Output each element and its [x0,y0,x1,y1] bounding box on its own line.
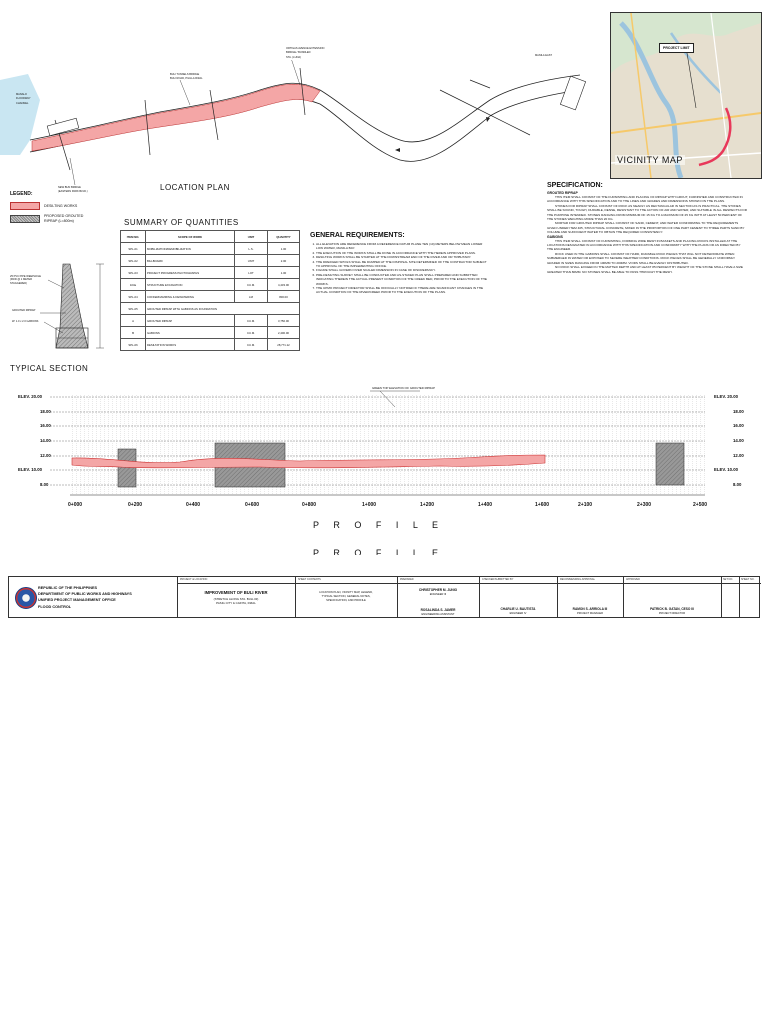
sheet-no-label: SHEET NO. [741,578,755,581]
station-label: 1+200 [420,502,435,508]
table-row: SPL-02 BILLBOARD UNIT 2.00 [121,255,300,267]
agency-block [38,585,132,610]
title-block [8,576,760,618]
profile-annotation: GREEN TOP ELEVATION OF GROUTED RIPRAP [372,386,435,390]
station-label: 0+000 [68,502,83,508]
spec-paragraph: NO ROCK SHALL EXCEED IN THE MATTED DEPTH AND AT LEAST 85 PERCENT BY WEIGHT OF THE STONE SHALL HAVE A SIZE GREATER THAN 80MM. NO STONES SHALL BE ABLE TO PASS THROUGH THE MESH. [547,265,743,274]
table-row: SPL-05 GROUTED RIPRAP WITH GABIONS AS FOUNDATION [121,303,300,315]
prepared-name-1: CHRISTOPHER M. JUNIO [418,588,458,592]
vicinity-map-title: VICINITY MAP [617,155,683,165]
elev-left-1: 18.00 [40,409,51,414]
legend [10,192,120,223]
typical-section-title: TYPICAL SECTION [10,364,89,373]
spec-paragraph: ROCK USED IN THE GABIONS SHALL CONSIST OF HARD, DURABLE ROCK PIECES THAT WILL NOT DETERIORATE WHEN SUBMERGED IN WATER OR EXPOSED TO SEVERE WEATHER CONDITIONS. ROCK PIECES SHALL BE GENERALLY UNIFORMLY GRADED IN SIZES RANGING FROM 100MM TO 200MM. VOIDS SHALL BE EVENLY DISTRIBUTED. [547,251,736,265]
table-row: B GABIONS CU.M. 2,400.00 [121,327,300,339]
table-row: SPL-06 DESILTATION WORKS CU.M. 28,771.12 [121,339,300,351]
project-location: (STRETCH ALONG STA. BULI-03) PASIG CITY & CAINTA, RIZAL [213,597,259,605]
recommending-label: RECOMMENDING APPROVAL [560,578,595,581]
profile-title: P R O F I L E [313,520,445,530]
profile-drawing [0,385,768,520]
location-plan [0,47,600,195]
station-label: 0+600 [245,502,260,508]
profile-title-ghost: P R O F I L E [313,548,445,555]
specification-title: SPECIFICATION: [547,182,603,189]
spec-paragraph: THIS ITEM SHALL CONSIST OF FURNISHING, FORMING WIRE MESH IN BASKETS AND PLACING ROCKS INSTALLED AT THE LOCATIONS DESIGNATED IN ACCORDANCE WITH THIS SPECIFICATION AND CONFORMITY WITH THE PLANS OR AS DIRECTED BY THE ENGINEER. [547,238,741,252]
summary-header-item: ITEM NO. [121,231,146,243]
list-item: 7. THE UPMO PROJECT DIRECTOR SHALL BE OFFICIALLY NOTIFIED IF THERE ARE SIGNIFICANT CHANGES IN THE ACTUAL CONDITION OF THE RIVER/CREEK PRIOR TO THE EXECUTION OF THE PLANS. [316,286,490,295]
elev-left-5: ELEV. 10.00 [18,467,42,472]
agency-line-4: FLOOD CONTROL [38,604,72,609]
callout-manalo: MANALO FLOODWAY CHANNEL [16,93,31,105]
legend-item-riprap [10,214,120,223]
recommending-title: PROJECT MANAGER [577,612,603,615]
summary-header-row [121,231,300,243]
summary-header-quantity: QUANTITY [268,231,300,243]
general-requirements-title: GENERAL REQUIREMENTS: [310,232,405,239]
elev-right-4: 12.00 [733,453,744,458]
elev-left-6: 8.00 [40,482,49,487]
typical-note-weephole: 25 PVC PIPE WEEPHOLE (PAID @ 1 METER STAGGERED) [10,275,41,285]
legend-item-desilting [10,202,120,210]
elev-left-2: 16.00 [40,423,51,428]
legend-title: LEGEND: [10,191,33,197]
typical-note-riprap: GROUTED RIPRAP [12,309,36,312]
station-label: 0+400 [186,502,201,508]
approved-label: APPROVED [626,578,640,581]
vicinity-map-drawing [611,13,761,178]
prepared-label: PREPARED [400,578,414,581]
station-label: 1+000 [362,502,377,508]
checked-name: CHARLIE U. BAUTISTA [500,607,536,611]
elev-left-3: 14.00 [40,438,51,443]
elev-right-6: 8.00 [733,482,742,487]
spec-heading-gabions: GABIONS [547,234,563,239]
agency-line-3: UNIFIED PROJECT MANAGEMENT OFFICE [38,598,116,603]
sheet-contents: LOCATION PLAN, VICINITY MAP, LEGEND, TYPICAL SECTION, GENERAL NOTES, SPECIFICATION, AND PROFILE [319,591,373,602]
typical-section [8,258,118,358]
location-plan-drawing [0,60,600,195]
summary-table [120,230,300,351]
sheet-contents-label: SHEET CONTENTS [298,578,321,581]
callout-new-bridge: NEW BUN BRIDGE (EASTERN PARK BLVD.) [58,186,88,194]
legend-swatch-riprap [10,215,40,223]
specification [547,182,747,274]
recommending-name: RAMON S. ARRIOLA III [572,607,608,611]
spec-paragraph: MORTAR FOR GROUTED RIPRAP SHALL CONSIST OF SAND, CEMENT, AND WATER CONFORMING TO THE REQUIREMENTS GIVEN UNDER ITEM 405, STRUCTURAL CONCRETE, MIXED IN THE PROPORTION OF ONE PART CEMENT TO THREE PARTS SAND BY VOLUME AND SUFFICIENT WATER TO OBTAIN THE REQUIRED CONSISTENCY. [547,221,745,235]
prepared-title-1: ENGINEER III [429,593,447,596]
summary-title: SUMMARY OF QUANTITIES [124,218,239,227]
location-plan-title: LOCATION PLAN [160,183,230,192]
project-name: IMPROVEMENT OF BULI RIVER [204,590,268,595]
elev-right-3: 14.00 [733,438,744,443]
prepared-title-2: ENGINEERING ASSISTANT [421,613,455,616]
list-item: 6. PRE-DESILTING SURVEY SHALL BE CONDUCTED AND AS-STAKED PLAN SHALL PREPARED AND SUBMITTED INDICATING THEREIN THE ACTUAL PRESENT CONDITION OF THE CREEK BED, PRIOR TO THE EXECUTION OF THE WORKS. [316,273,490,286]
list-item: 1. ALL ELEVATION ARE REFERENCE FROM A REFERENCE DATUM PLANE TEN (10) METERS BELOW MEAN LOWER LOW WATER, MANILA BAY. [316,242,490,251]
checked-title: ENGINEER IV [509,612,527,615]
station-label: 2+500 [693,502,708,508]
spec-paragraph: THIS ITEM SHALL CONSIST OF THE FURNISHING AND PLACING OF RIPRAP WITH GROUT, FURNISHED AND CONSTRUCTED IN ACCORDANCE WITH THIS SPECIFICATION AND TO THE LINES AND GRADES AND DIMENSIONS SHOWN ON THE PLANS. [547,195,743,204]
summary-header-scope: SCOPE OF WORK [146,231,235,243]
spec-paragraph: STONES FOR RIPRAP SHALL CONSIST OF ROCK AS NEARLY AS RECTANGULAR IN SECTION AS IS PRACTICAL. THE STONES SHALL BE SOUND, TOUGH, DURABLE, DENSE, RESISTANT TO THE ACTION OF AIR AND WATER, AND SUITABLE IN ALL RESPECTS FOR THE PURPOSE INTENDED. STONES RANGING FROM MINIMUM OF 15 KG TO A MAXIMUM OF 25 KG WITH AT LEAST 50 PERCENT OF THE STONES WEIGHING MORE THAN 20 KG. [547,203,747,222]
station-label: 0+800 [302,502,317,508]
callout-buli-bridge: BULI TUNNELS BRIDGE BULI ROAD, PILILLA RIZAL [170,73,203,81]
typical-note-gabions-size: W: 1.0 x 2.0 GABIONS [12,320,39,323]
station-label: 2+300 [637,502,652,508]
table-row: A GROUTED RIPRAP CU.M. 3,750.00 [121,315,300,327]
table-row: SPL-03 PROJECT PROGRESS PHOTOGRAPHS LOT 1.00 [121,267,300,279]
elev-right-1: 18.00 [733,409,744,414]
list-item: 2. THE EXECUTION OF THE WORKS SHALL BE DONE IN ACCORDANCE WITH THE HEREIN APPROVED PLANS. [316,251,490,255]
table-row: SPL-04 COFFERDAMMING & DEWATERING LM 800.00 [121,291,300,303]
legend-label-desilting: DESILTING WORKS [44,204,78,209]
list-item: 4. THE DREDGED SPOILS SHALL BE DUMPED AT THE DISPOSAL SITE DETERMINED OF THE CONTRACTOR SUBJECT TO APPROVAL OF THE IMPLEMENTING OFFICE. [316,260,490,269]
profile [0,385,768,520]
approved-name: PATRICK B. GATAN, CESO III [650,607,694,611]
station-label: 1+400 [478,502,493,508]
dpwh-seal-icon [15,587,37,609]
elev-right-5: ELEV. 10.00 [714,467,738,472]
summary-header-unit: UNIT [235,231,268,243]
set-no-label: SET NO. [723,578,733,581]
list-item: 5. FIGURE SHALL GOVERN OVER SCALED DIMENSION IN CASE OF DISCREPANCY. [316,268,490,272]
table-row: 103a STRUCTURE EXCAVATION CU.M. 4,433.00 [121,279,300,291]
spec-heading-grouted-riprap: GROUTED RIPRAP [547,191,578,195]
checked-label: CHECKED/SUBMITTED BY [482,578,514,581]
project-limit-label: PROJECT LIMIT [659,43,694,53]
legend-label-riprap: PROPOSED GROUTED RIPRAP (L=800m) [44,214,84,223]
station-label: 0+200 [128,502,143,508]
elev-left-4: 12.00 [40,453,51,458]
agency-line-1: REPUBLIC OF THE PHILIPPINES [38,586,98,590]
elev-right-2: 16.00 [733,423,744,428]
legend-swatch-desilting [10,202,40,210]
prepared-name-2: ROSALINDA S. JAMER [420,608,456,612]
elev-left-0: ELEV. 20.00 [18,394,42,399]
general-requirements-list [310,242,490,295]
station-label: 1+600 [535,502,550,508]
typical-section-drawing [8,258,118,358]
station-label: 2+100 [578,502,593,508]
project-label: PROJECT & LOCATION [180,578,208,581]
callout-ortigas: ORTIGAS AVENUE EXTENSION BRIDGE / BUNDLED STA. (LUNA) [286,47,325,59]
agency-line-2: DEPARTMENT OF PUBLIC WORKS AND HIGHWAYS [38,592,132,597]
approved-title: PROJECT DIRECTOR [658,612,686,615]
general-requirements [310,232,490,295]
elev-right-0: ELEV. 20.00 [714,394,738,399]
divider [177,583,761,584]
table-row: SPL-01 MOBILIZATION/DEMOBILIZATION L.S. 1.00 [121,243,300,255]
list-item: 3. DESILTING WORKS SHALL BE STARTED AT THE DOWNSTREAM END OF THE RIVER AND OR TRIBUTARY. [316,255,490,259]
vicinity-map [610,12,762,179]
callout-manila-east: MANILA EAST [535,54,553,57]
